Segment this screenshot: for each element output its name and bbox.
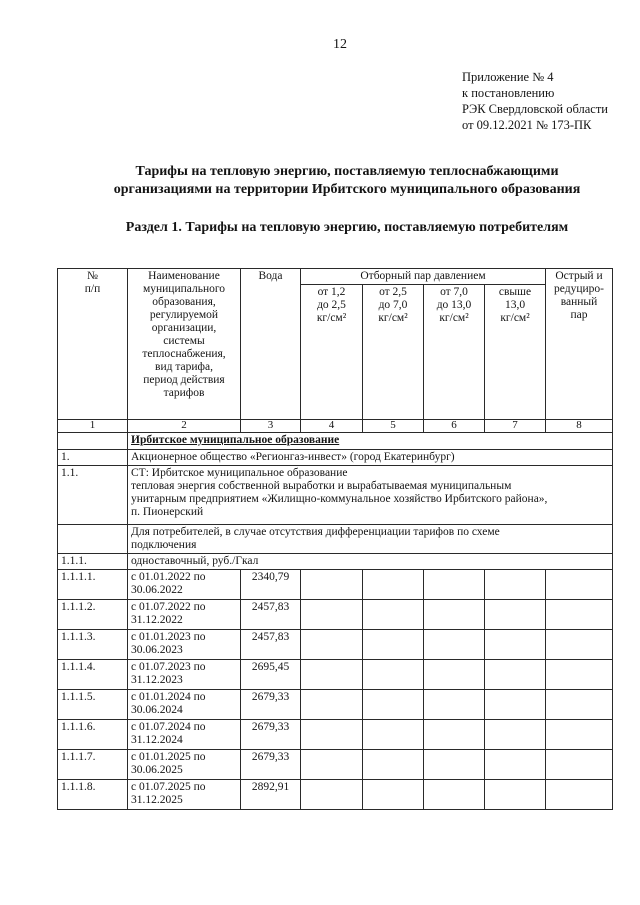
empty-cell bbox=[363, 750, 424, 780]
empty-cell bbox=[424, 750, 485, 780]
column-number: 1 bbox=[58, 420, 128, 433]
header-text: кг/см² bbox=[316, 312, 347, 324]
header-steam-2 bbox=[363, 285, 424, 420]
row-period bbox=[128, 750, 241, 780]
empty-cell bbox=[301, 630, 363, 660]
row-period bbox=[128, 720, 241, 750]
empty-cell bbox=[546, 600, 613, 630]
consumers-line: подключения bbox=[131, 539, 197, 551]
column-number: 8 bbox=[546, 420, 613, 433]
empty-cell bbox=[546, 570, 613, 600]
header-text: муниципального bbox=[142, 283, 226, 295]
empty-cell bbox=[301, 750, 363, 780]
header-text: кг/см² bbox=[439, 312, 469, 324]
period-end: 30.06.2024 bbox=[131, 704, 183, 716]
row-number: 1.1.1.1. bbox=[58, 570, 128, 600]
header-steam-4 bbox=[485, 285, 546, 420]
header-num bbox=[58, 269, 128, 420]
empty-cell bbox=[424, 690, 485, 720]
empty-cell bbox=[546, 720, 613, 750]
period-start: с 01.01.2022 по bbox=[131, 571, 206, 583]
header-text: кг/см² bbox=[378, 312, 408, 324]
appendix-block bbox=[462, 69, 608, 133]
header-text: до 2,5 bbox=[317, 299, 346, 311]
water-tariff: 2679,33 bbox=[241, 720, 301, 750]
tariff-row bbox=[58, 660, 613, 690]
section-heading: Раздел 1. Тарифы на тепловую энергию, поставляемую потребителям bbox=[125, 220, 569, 235]
header-text: № bbox=[87, 270, 98, 282]
row-period bbox=[128, 660, 241, 690]
header-text: п/п bbox=[84, 283, 101, 295]
header-text: до 13,0 bbox=[436, 299, 472, 311]
empty-cell bbox=[485, 630, 546, 660]
header-text: тарифов bbox=[163, 387, 205, 399]
header-text: от 1,2 bbox=[317, 286, 346, 298]
row-period bbox=[128, 780, 241, 810]
empty-cell bbox=[363, 630, 424, 660]
title-line: организациями на территории Ирбитского муниципального образования bbox=[113, 182, 581, 197]
empty-cell bbox=[546, 690, 613, 720]
period-start: с 01.07.2023 по bbox=[131, 661, 206, 673]
empty-cell bbox=[301, 570, 363, 600]
empty-cell bbox=[485, 570, 546, 600]
title-line: Тарифы на тепловую энергию, поставляемую теплоснабжающими bbox=[135, 164, 559, 179]
water-tariff: 2457,83 bbox=[241, 600, 301, 630]
appendix-line: от 09.12.2021 № 173-ПК bbox=[462, 118, 592, 132]
empty-cell bbox=[485, 660, 546, 690]
empty-cell bbox=[485, 780, 546, 810]
column-number: 5 bbox=[363, 420, 424, 433]
water-tariff: 2892,91 bbox=[241, 780, 301, 810]
empty-cell bbox=[363, 660, 424, 690]
municipality-row bbox=[58, 433, 613, 450]
header-text: Острый и bbox=[555, 270, 603, 282]
empty-cell bbox=[485, 690, 546, 720]
period-end: 30.06.2022 bbox=[131, 584, 183, 596]
water-tariff: 2340,79 bbox=[241, 570, 301, 600]
empty-cell bbox=[363, 690, 424, 720]
period-start: с 01.01.2025 по bbox=[131, 751, 206, 763]
appendix-line: Приложение № 4 bbox=[462, 70, 554, 84]
tariff-type-row bbox=[58, 554, 613, 570]
row-number: 1.1. bbox=[58, 466, 128, 525]
header-steam-3 bbox=[424, 285, 485, 420]
period-end: 31.12.2024 bbox=[131, 734, 183, 746]
column-number: 4 bbox=[301, 420, 363, 433]
water-tariff: 2679,33 bbox=[241, 690, 301, 720]
header-text: кг/см² bbox=[500, 312, 530, 324]
row-number: 1.1.1.3. bbox=[58, 630, 128, 660]
period-start: с 01.07.2024 по bbox=[131, 721, 206, 733]
period-start: с 01.07.2022 по bbox=[131, 601, 206, 613]
empty-cell bbox=[546, 780, 613, 810]
header-steam-group: Отборный пар давлением bbox=[301, 269, 546, 285]
column-number: 2 bbox=[128, 420, 241, 433]
row-number: 1.1.1.2. bbox=[58, 600, 128, 630]
header-sharp-steam bbox=[546, 269, 613, 420]
column-number-row bbox=[58, 420, 613, 433]
empty-cell bbox=[546, 660, 613, 690]
header-text: Наименование bbox=[148, 270, 220, 282]
tariff-table bbox=[57, 268, 613, 810]
row-number: 1. bbox=[58, 450, 128, 466]
header-text: период действия bbox=[143, 374, 225, 386]
consumers-row bbox=[58, 525, 613, 554]
empty-cell bbox=[424, 600, 485, 630]
header-text: регулируемой bbox=[149, 309, 219, 321]
header-text: до 7,0 bbox=[378, 299, 408, 311]
empty-cell bbox=[58, 525, 128, 554]
period-end: 31.12.2025 bbox=[131, 794, 183, 806]
system-line: тепловая энергия собственной выработки и вырабатываемая муниципальным bbox=[131, 480, 512, 492]
row-number: 1.1.1. bbox=[58, 554, 128, 570]
empty-cell bbox=[485, 750, 546, 780]
empty-cell bbox=[424, 720, 485, 750]
water-tariff: 2679,33 bbox=[241, 750, 301, 780]
empty-cell bbox=[301, 780, 363, 810]
header-text: от 2,5 bbox=[379, 286, 407, 298]
empty-cell bbox=[301, 720, 363, 750]
header-water: Вода bbox=[241, 269, 301, 420]
page-number: 12 bbox=[333, 37, 347, 52]
tariff-row bbox=[58, 600, 613, 630]
header-text: вид тарифа, bbox=[155, 361, 213, 373]
row-period bbox=[128, 630, 241, 660]
document-title bbox=[60, 163, 634, 199]
header-name bbox=[128, 269, 241, 420]
header-text: теплоснабжения, bbox=[142, 348, 226, 360]
empty-cell bbox=[301, 690, 363, 720]
empty-cell bbox=[424, 780, 485, 810]
row-period bbox=[128, 570, 241, 600]
tariff-row bbox=[58, 570, 613, 600]
period-end: 31.12.2022 bbox=[131, 614, 183, 626]
header-row bbox=[58, 269, 613, 285]
empty-cell bbox=[301, 600, 363, 630]
header-text: 13,0 bbox=[504, 299, 526, 311]
appendix-line: РЭК Свердловской области bbox=[462, 102, 608, 116]
header-steam-1 bbox=[301, 285, 363, 420]
row-number: 1.1.1.6. bbox=[58, 720, 128, 750]
period-end: 30.06.2025 bbox=[131, 764, 183, 776]
empty-cell bbox=[424, 630, 485, 660]
period-end: 30.06.2023 bbox=[131, 644, 183, 656]
period-start: с 01.01.2024 по bbox=[131, 691, 206, 703]
system-line: СТ: Ирбитское муниципальное образование bbox=[131, 467, 348, 479]
period-start: с 01.07.2025 по bbox=[131, 781, 206, 793]
municipality-name: Ирбитское муниципальное образование bbox=[128, 433, 613, 450]
tariff-row bbox=[58, 690, 613, 720]
empty-cell bbox=[363, 570, 424, 600]
water-tariff: 2457,83 bbox=[241, 630, 301, 660]
row-number: 1.1.1.4. bbox=[58, 660, 128, 690]
empty-cell bbox=[485, 600, 546, 630]
tariff-row bbox=[58, 750, 613, 780]
water-tariff: 2695,45 bbox=[241, 660, 301, 690]
column-number: 3 bbox=[241, 420, 301, 433]
system-description bbox=[128, 466, 613, 525]
empty-cell bbox=[58, 433, 128, 450]
consumers-note bbox=[128, 525, 613, 554]
tariff-type-label: одноставочный, руб./Гкал bbox=[128, 554, 613, 570]
tariff-row bbox=[58, 720, 613, 750]
period-start: с 01.01.2023 по bbox=[131, 631, 206, 643]
organization-name: Акционерное общество «Регионгаз-инвест» (город Екатеринбург) bbox=[128, 450, 613, 466]
empty-cell bbox=[485, 720, 546, 750]
row-number: 1.1.1.8. bbox=[58, 780, 128, 810]
system-line: п. Пионерский bbox=[131, 506, 204, 518]
row-number: 1.1.1.5. bbox=[58, 690, 128, 720]
empty-cell bbox=[546, 750, 613, 780]
row-number: 1.1.1.7. bbox=[58, 750, 128, 780]
appendix-line: к постановлению bbox=[462, 86, 555, 100]
period-end: 31.12.2023 bbox=[131, 674, 183, 686]
empty-cell bbox=[546, 630, 613, 660]
row-period bbox=[128, 690, 241, 720]
column-number: 6 bbox=[424, 420, 485, 433]
tariff-row bbox=[58, 780, 613, 810]
header-text: от 7,0 bbox=[440, 286, 468, 298]
header-text: образования, bbox=[152, 296, 216, 308]
empty-cell bbox=[363, 720, 424, 750]
header-text: пар bbox=[570, 309, 588, 321]
header-text: системы bbox=[163, 335, 205, 347]
empty-cell bbox=[363, 600, 424, 630]
header-text: свыше bbox=[498, 286, 532, 298]
header-text: организации, bbox=[151, 322, 217, 334]
empty-cell bbox=[424, 660, 485, 690]
column-number: 7 bbox=[485, 420, 546, 433]
empty-cell bbox=[363, 780, 424, 810]
system-row bbox=[58, 466, 613, 525]
empty-cell bbox=[424, 570, 485, 600]
consumers-line: Для потребителей, в случае отсутствия дифференциации тарифов по схеме bbox=[131, 526, 500, 538]
system-line: унитарным предприятием «Жилищно-коммунальное хозяйство Ирбитского района», bbox=[131, 493, 548, 505]
organization-row bbox=[58, 450, 613, 466]
row-period bbox=[128, 600, 241, 630]
empty-cell bbox=[301, 660, 363, 690]
header-text: редуциро- bbox=[554, 283, 604, 295]
header-text: ванный bbox=[560, 296, 598, 308]
tariff-row bbox=[58, 630, 613, 660]
